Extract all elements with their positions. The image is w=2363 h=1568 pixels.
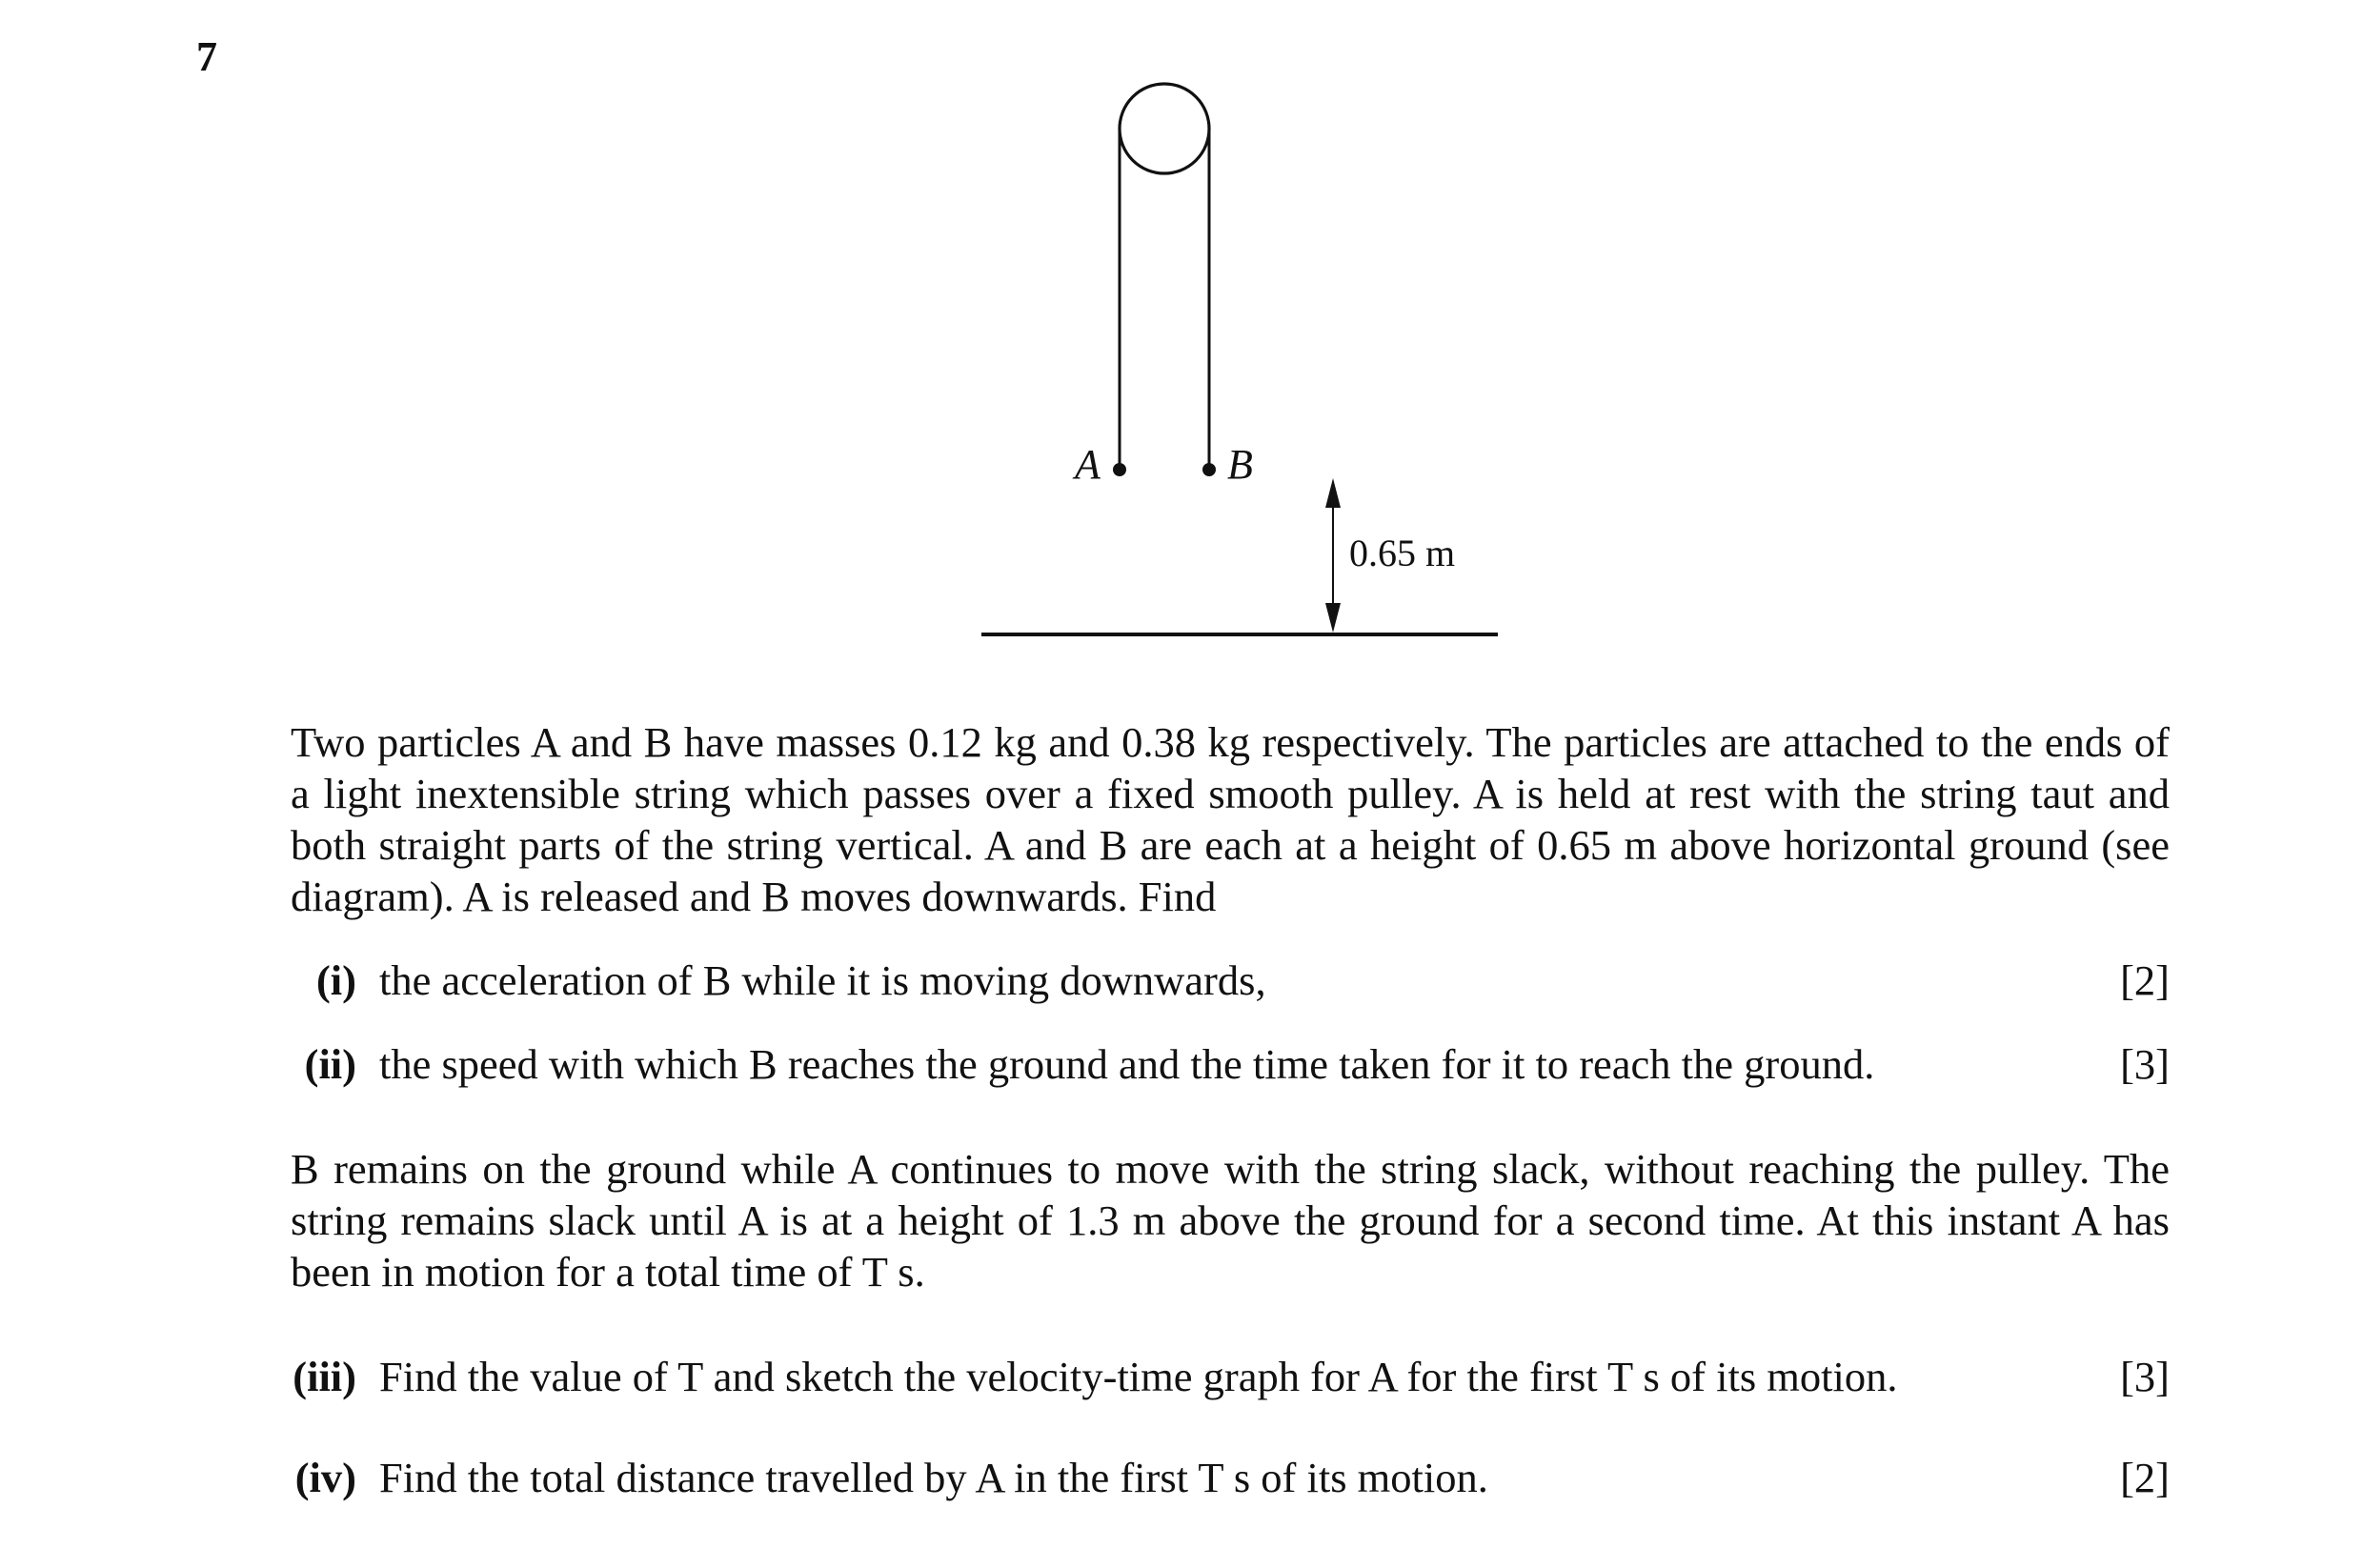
part-label: (i) — [315, 956, 356, 1004]
part-text: Find the value of T and sketch the velocity-time graph for A for the first T s of its motion. — [379, 1353, 1898, 1400]
part-iii — [267, 1351, 2170, 1402]
part-i — [267, 955, 2170, 1006]
height-arrow-down — [1325, 603, 1341, 633]
part-marks: [2] — [2120, 1454, 2170, 1501]
part-text: the speed with which B reaches the ground and the time taken for it to reach the ground. — [379, 1040, 1875, 1088]
part-iv — [267, 1452, 2170, 1503]
part-ii — [267, 1038, 2170, 1090]
question-number: 7 — [196, 33, 217, 80]
part-marks: [2] — [2120, 956, 2170, 1004]
particle-b-label: B — [1227, 441, 1253, 488]
pulley-wheel — [1120, 84, 1209, 173]
intro-paragraph: Two particles A and B have masses 0.12 kg and 0.38 kg respectively. The particles are attached to the ends of a light inextensible string which passes over a fixed smooth pulley. A is held at rest with the string taut and both straight parts of the string vertical. A and B are each at a height of 0.65 m above horizontal ground (see diagram). A is released and B moves downwards. Find — [291, 718, 2170, 920]
part-label: (iv) — [294, 1454, 356, 1501]
part-text: Find the total distance travelled by A in the first T s of its motion. — [379, 1454, 1488, 1501]
particle-b — [1202, 463, 1216, 476]
pulley-diagram — [953, 67, 1544, 657]
part-marks: [3] — [2120, 1040, 2170, 1088]
part-label: (iii) — [293, 1353, 356, 1400]
particle-a — [1113, 463, 1126, 476]
part-marks: [3] — [2120, 1353, 2170, 1400]
height-arrow-up — [1325, 478, 1341, 508]
part-label: (ii) — [304, 1040, 356, 1088]
part-text: the acceleration of B while it is moving downwards, — [379, 956, 1266, 1004]
middle-paragraph: B remains on the ground while A continues to move with the string slack, without reaching the pulley. The string remains slack until A is at a height of 1.3 m above the ground for a second time. At this instant A has been in motion for a total time of T s. — [291, 1145, 2170, 1296]
particle-a-label: A — [1075, 441, 1101, 488]
height-label: 0.65 m — [1349, 532, 1456, 574]
